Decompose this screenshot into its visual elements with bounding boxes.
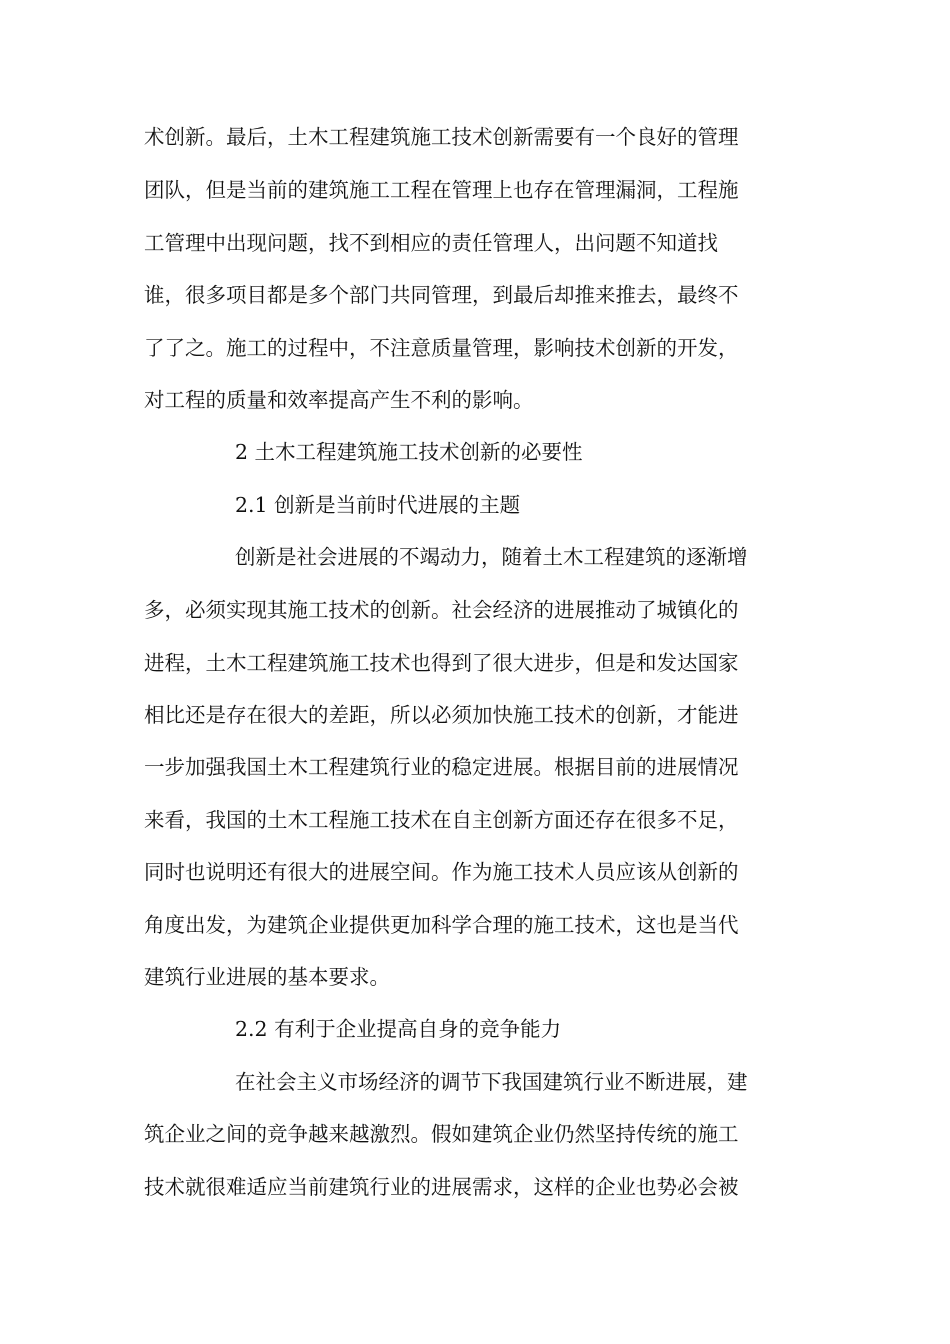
paragraph-line: 技术就很难适应当前建筑行业的进展需求，这样的企业也势必会被 [144, 1175, 739, 1199]
paragraph-line: 团队，但是当前的建筑施工工程在管理上也存在管理漏洞，工程施 [144, 178, 739, 202]
paragraph-line: 进程，土木工程建筑施工技术也得到了很大进步，但是和发达国家 [144, 651, 739, 675]
paragraph-line: 同时也说明还有很大的进展空间。作为施工技术人员应该从创新的 [144, 860, 739, 884]
paragraph-line: 来看，我国的土木工程施工技术在自主创新方面还存在很多不足， [144, 808, 739, 832]
subsection-heading: 2.2 有利于企业提高自身的竞争能力 [235, 1017, 562, 1041]
paragraph-line: 工管理中出现问题，找不到相应的责任管理人，出问题不知道找 [144, 231, 718, 255]
paragraph-line: 对工程的质量和效率提高产生不利的影响。 [144, 388, 534, 412]
paragraph-first-line: 创新是社会进展的不竭动力，随着土木工程建筑的逐渐增 [235, 545, 748, 569]
paragraph-first-line: 在社会主义市场经济的调节下我国建筑行业不断进展，建 [235, 1070, 748, 1094]
paragraph-line: 一步加强我国土木工程建筑行业的稳定进展。根据目前的进展情况 [144, 755, 739, 779]
paragraph-line: 角度出发，为建筑企业提供更加科学合理的施工技术，这也是当代 [144, 913, 739, 937]
paragraph-line: 建筑行业进展的基本要求。 [144, 965, 390, 989]
paragraph-line: 术创新。最后，土木工程建筑施工技术创新需要有一个良好的管理 [144, 125, 739, 149]
paragraph-line: 了了之。施工的过程中，不注意质量管理，影响技术创新的开发， [144, 336, 739, 360]
paragraph-line: 多，必须实现其施工技术的创新。社会经济的进展推动了城镇化的 [144, 598, 739, 622]
paragraph-line: 筑企业之间的竞争越来越激烈。假如建筑企业仍然坚持传统的施工 [144, 1122, 739, 1146]
paragraph-line: 谁，很多项目都是多个部门共同管理，到最后却推来推去，最终不 [144, 283, 739, 307]
subsection-heading: 2.1 创新是当前时代进展的主题 [235, 493, 521, 517]
section-heading: 2 土木工程建筑施工技术创新的必要性 [235, 440, 583, 464]
paragraph-line: 相比还是存在很大的差距，所以必须加快施工技术的创新，才能进 [144, 703, 739, 727]
